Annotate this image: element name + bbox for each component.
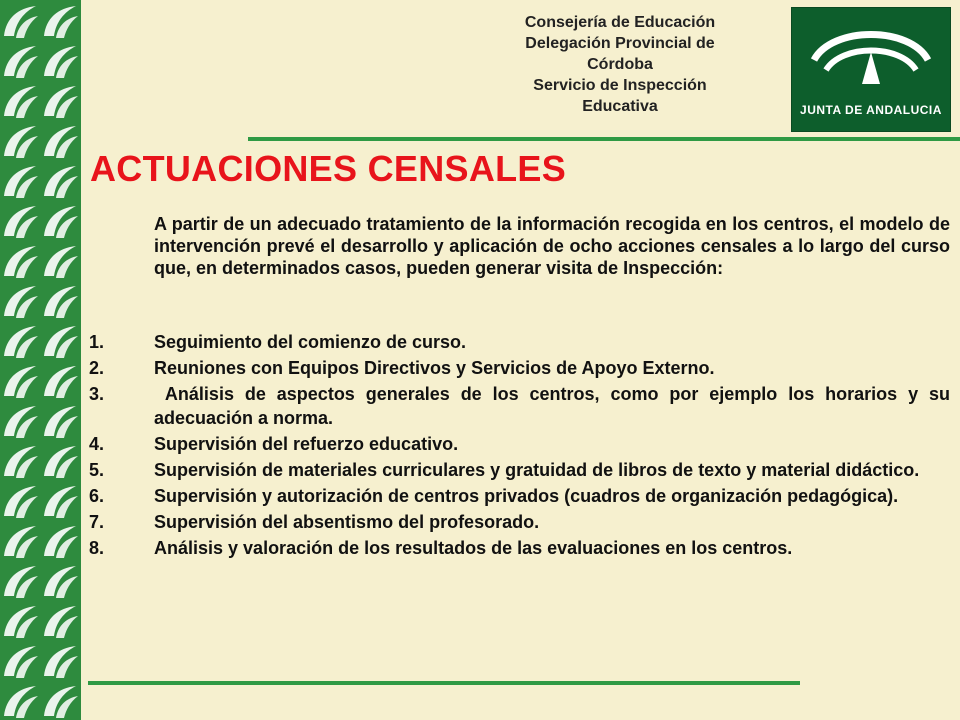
header-line: Delegación Provincial de — [525, 35, 715, 52]
list-text: Supervisión de materiales curriculares y gratuidad de libros de texto y material didáctico. — [154, 460, 920, 480]
list-number: 1. — [89, 332, 105, 352]
list-text: Supervisión y autorización de centros privados (cuadros de organización pedagógica). — [154, 486, 899, 506]
list-number: 8. — [89, 538, 105, 558]
header-line: Córdoba — [587, 56, 653, 73]
actions-list — [89, 330, 956, 562]
list-number: 3. — [89, 384, 105, 404]
logo-text: JUNTA DE ANDALUCIA — [800, 103, 942, 117]
institution-header — [470, 12, 770, 117]
list-number: 6. — [89, 486, 105, 506]
list-item — [89, 484, 950, 508]
list-text: Supervisión del absentismo del profesorado. — [154, 512, 540, 532]
list-number: 5. — [89, 460, 105, 480]
list-item — [89, 432, 950, 456]
header-line: Consejería de Educación — [524, 14, 716, 31]
list-item — [89, 382, 956, 430]
list-item — [89, 356, 950, 380]
list-text: Seguimiento del comienzo de curso. — [154, 332, 467, 352]
bottom-divider — [88, 681, 800, 685]
list-text: Análisis de aspectos generales de los centros, como por ejemplo los horarios y su adecuación a norma. — [154, 384, 956, 428]
leaf-pattern-icon — [0, 0, 81, 720]
list-number: 4. — [89, 434, 105, 454]
list-number: 2. — [89, 358, 105, 378]
decorative-sidebar — [0, 0, 81, 720]
intro-paragraph: A partir de un adecuado tratamiento de la información recogida en los centros, el modelo de intervención prevé el desarrollo y aplicación de ocho acciones censales a lo largo del curso que, en determinados casos, pueden generar visita de Inspección: — [154, 214, 950, 278]
junta-logo — [791, 7, 951, 132]
list-text: Reuniones con Equipos Directivos y Servicios de Apoyo Externo. — [154, 358, 715, 378]
list-item — [89, 458, 950, 482]
header-line: Educativa — [582, 98, 658, 115]
top-divider — [248, 137, 960, 141]
list-number: 7. — [89, 512, 105, 532]
list-item — [89, 330, 950, 354]
list-text: Análisis y valoración de los resultados de las evaluaciones en los centros. — [154, 538, 793, 558]
list-item — [89, 536, 950, 560]
list-item — [89, 510, 950, 534]
page-title: ACTUACIONES CENSALES — [90, 148, 567, 189]
header-line: Servicio de Inspección — [533, 77, 707, 94]
list-text: Supervisión del refuerzo educativo. — [154, 434, 459, 454]
